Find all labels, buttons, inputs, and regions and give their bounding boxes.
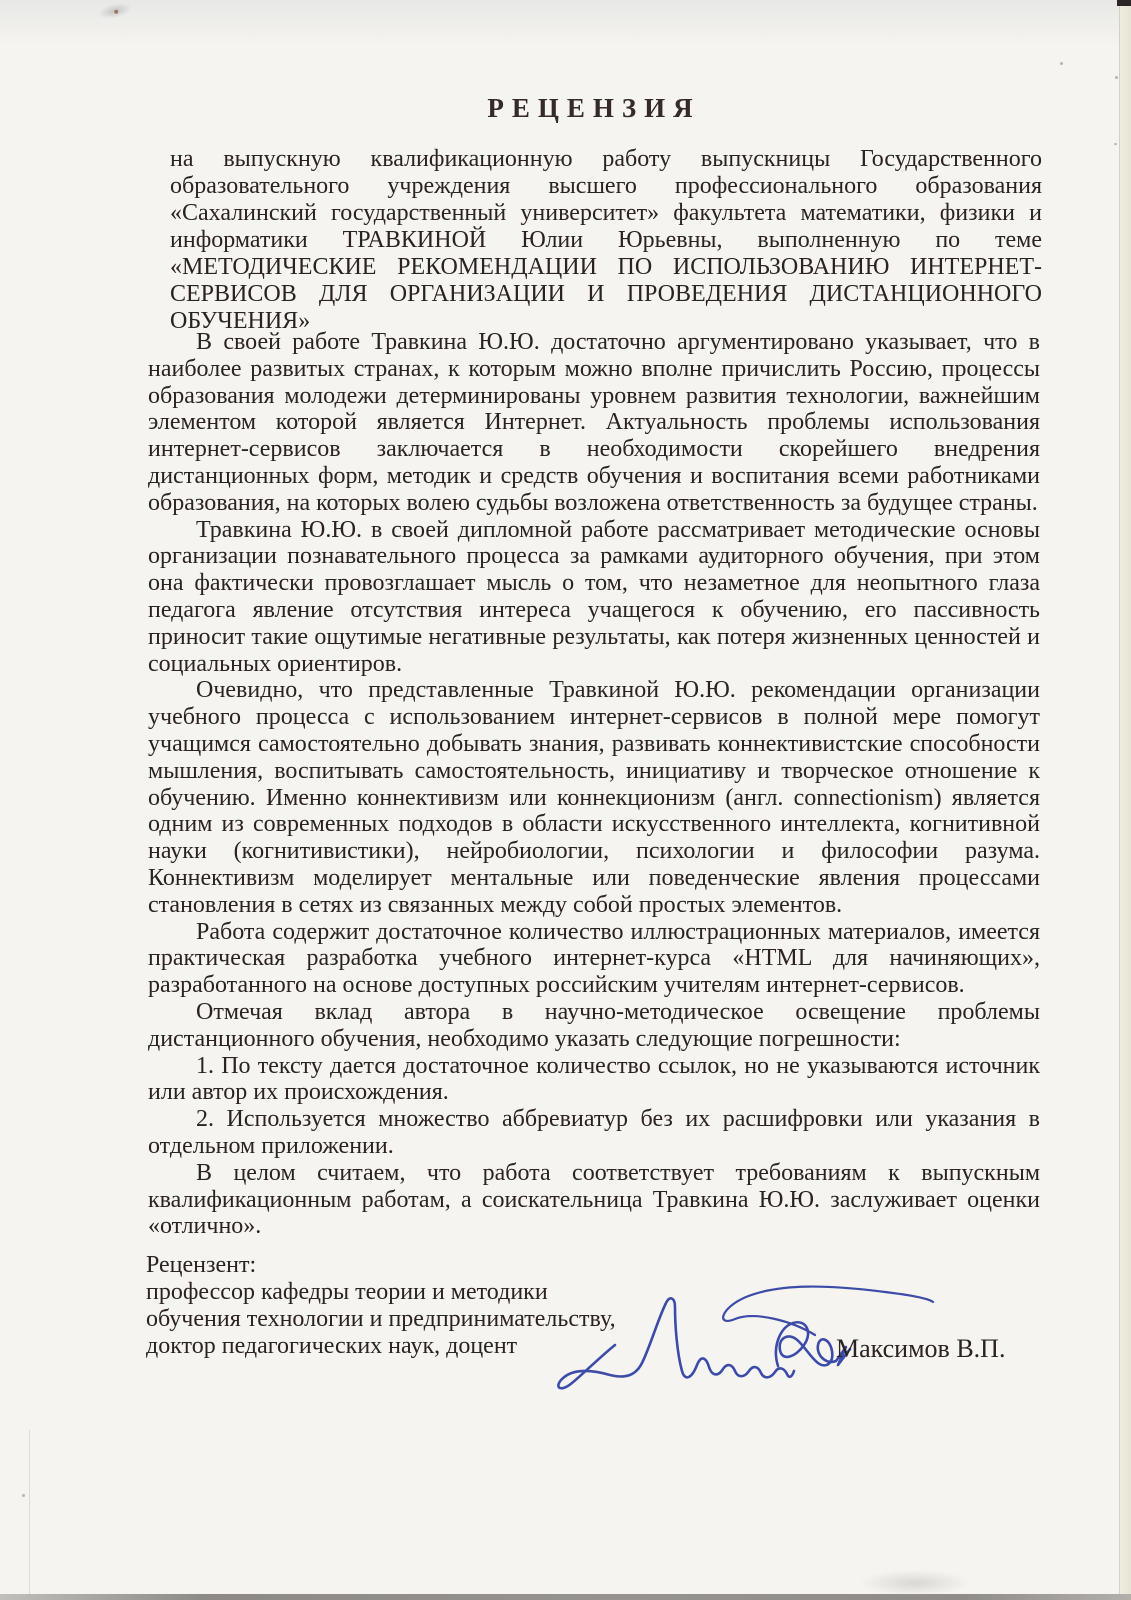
reviewer-title-line-2: обучения технологии и предпринимательству, bbox=[146, 1306, 616, 1332]
paper-speck bbox=[1060, 62, 1063, 65]
body-text bbox=[148, 329, 1040, 1240]
paper-speck bbox=[22, 1494, 25, 1497]
scan-corner-notch bbox=[1117, 0, 1131, 6]
scan-right-edge-band bbox=[1119, 0, 1131, 1600]
paragraph-4: Работа содержит достаточное количество иллюстрационных материалов, имеется практическая разработка учебного интернет-курса «HTML для начиняющих», разработанного на основе доступных российским учителям интернет-сервисов. bbox=[148, 918, 1040, 999]
reviewer-signed-name: Максимов В.П. bbox=[836, 1334, 1006, 1363]
list-item-2: 2. Используется множество аббревиатур без их расшифровки или указания в отдельном приложении. bbox=[148, 1106, 1040, 1159]
paper-smudge-top-left bbox=[97, 1, 133, 22]
paragraph-1: В своей работе Травкина Ю.Ю. достаточно аргументировано указывает, что в наиболее развитых странах, к которым можно вполне причислить Россию, процессы образования молодежи детерминированы уровнем развития технологии, важнейшим элементом которой является Интернет. Актуальность проблемы использования интернет-сервисов заключается в необходимости скорейшего внедрения дистанционных форм, методик и средств обучения и воспитания всеми работниками образования, на которых волею судьбы возложена ответственность за будущее страны. bbox=[148, 329, 1040, 516]
intro-paragraph: на выпускную квалификационную работу выпускницы Государственного образовательного учреждения высшего профессионального образования «Сахалинский государственный университет» факультета математики, физики и информатики ТРАВКИНОЙ Юлии Юрьевны, выполненную по теме «МЕТОДИЧЕСКИЕ РЕКОМЕНДАЦИИ ПО ИСПОЛЬЗОВАНИЮ ИНТЕРНЕТ-СЕРВИСОВ ДЛЯ ОРГАНИЗАЦИИ И ПРОВЕДЕНИЯ ДИСТАНЦИОННОГО ОБУЧЕНИЯ» bbox=[170, 146, 1042, 334]
paper-crease-line bbox=[29, 1430, 30, 1600]
paper-speck bbox=[1115, 76, 1118, 79]
document-title: РЕЦЕНЗИЯ bbox=[487, 93, 701, 123]
signature-ink bbox=[530, 1235, 1010, 1395]
scan-top-shading bbox=[0, 0, 1131, 46]
reviewer-title-line-1: профессор кафедры теории и методики bbox=[146, 1279, 548, 1305]
paper-smudge-bottom-right bbox=[860, 1570, 970, 1596]
paragraph-3: Очевидно, что представленные Травкиной Ю.Ю. рекомендации организации учебного процесса с использованием интернет-сервисов в полной мере помогут учащимся самостоятельно добывать знания, развивать коннективистские способности мышления, воспитывать самостоятельность, инициативу и творческое отношение к обучению. Именно коннективизм или коннекционизм (англ. connectionism) является одним из современных подходов в области искусственного интеллекта, когнитивной науки (когнитивистики), нейробиологии, психологии и философии разума. Коннективизм моделирует ментальные или поведенческие явления процессами становления в сетях из связанных между собой простых элементов. bbox=[148, 677, 1040, 918]
conclusion-paragraph: В целом считаем, что работа соответствует требованиям к выпускным квалификационным работам, а соискательница Травкина Ю.Ю. заслуживает оценки «отлично». bbox=[148, 1159, 1040, 1240]
list-item-1: 1. По тексту дается достаточное количество ссылок, но не указываются источник или автор их происхождения. bbox=[148, 1052, 1040, 1106]
paper-speck bbox=[1114, 143, 1117, 145]
paragraph-5: Отмечая вклад автора в научно-методическое освещение проблемы дистанционного обучения, необходимо указать следующие погрешности: bbox=[148, 998, 1040, 1052]
reviewer-label: Рецензент: bbox=[146, 1252, 257, 1278]
reviewer-title-line-3: доктор педагогических наук, доцент bbox=[146, 1333, 518, 1359]
paragraph-2: Травкина Ю.Ю. в своей дипломной работе рассматривает методические основы организации познавательного процесса за рамками аудиторного обучения, при этом она фактически провозглашает мысль о том, что незаметное для неопытного глаза педагога явление отсутствия интереса учащегося к обучению, его пассивность приносит такие ощутимые негативные результаты, как потеря жизненных ценностей и социальных ориентиров. bbox=[148, 516, 1040, 677]
